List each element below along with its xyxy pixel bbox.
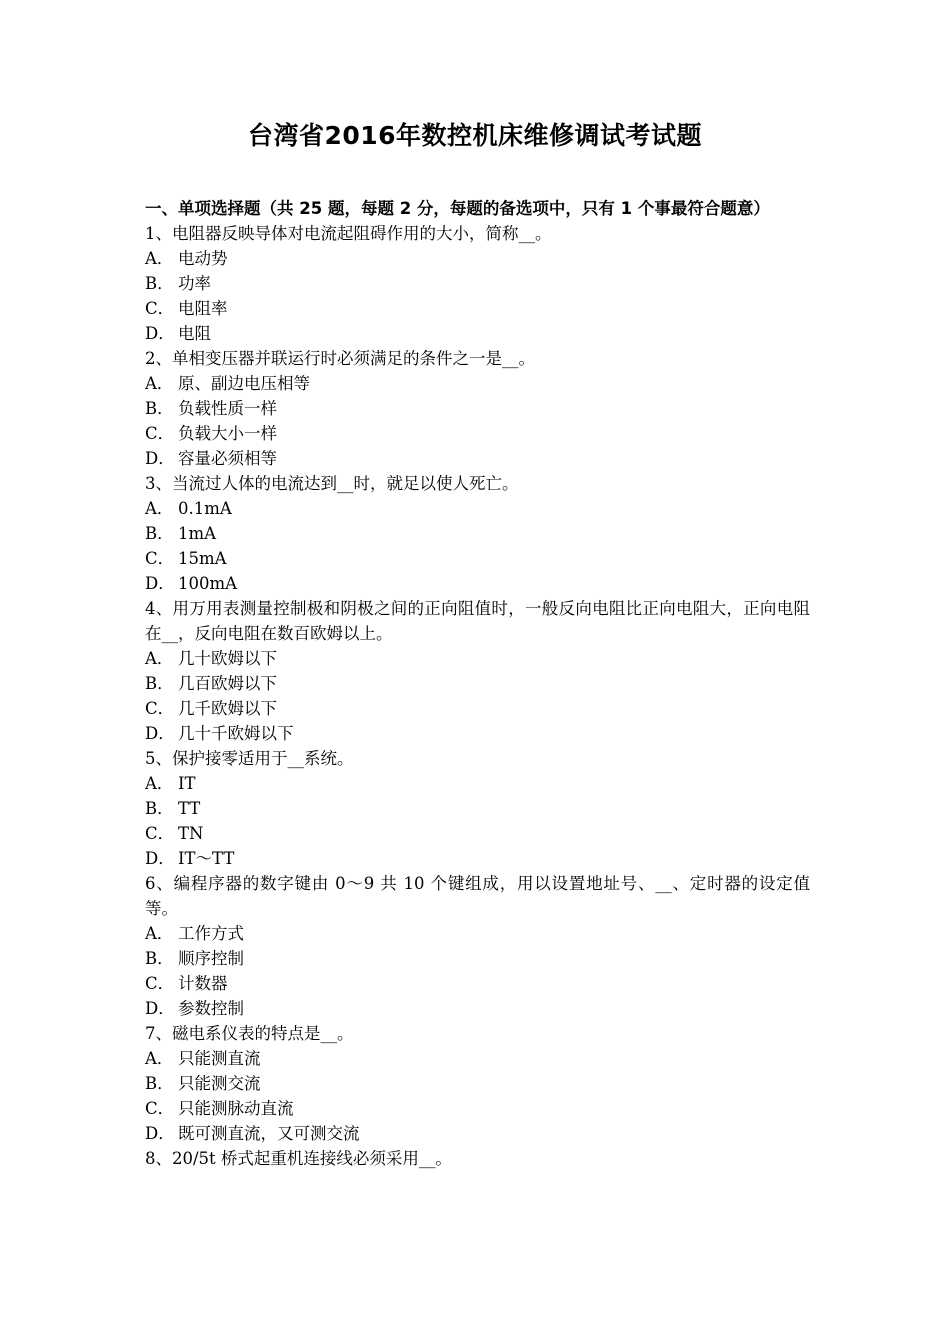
option-text: 电阻率 [178, 299, 228, 318]
option-letter: A． [145, 924, 174, 943]
option-letter: B． [145, 949, 174, 968]
option-text: 工作方式 [178, 924, 244, 943]
option-letter: D． [145, 1124, 175, 1143]
option-b [145, 521, 810, 546]
option-text: 原、副边电压相等 [178, 374, 310, 393]
option-text: 计数器 [178, 974, 228, 993]
option-c [145, 1096, 810, 1121]
option-c [145, 821, 810, 846]
option-c [145, 971, 810, 996]
question-4 [145, 596, 810, 746]
option-d [145, 446, 810, 471]
option-b [145, 946, 810, 971]
option-letter: C． [145, 424, 175, 443]
option-text: TN [178, 824, 204, 843]
option-letter: D． [145, 724, 175, 743]
option-a [145, 646, 810, 671]
option-b [145, 271, 810, 296]
question-text: 2、单相变压器并联运行时必须满足的条件之一是__。 [145, 349, 535, 368]
option-letter: A． [145, 249, 174, 268]
question-text: 7、磁电系仪表的特点是__。 [145, 1024, 354, 1043]
option-text: 负载性质一样 [178, 399, 277, 418]
option-d [145, 996, 810, 1021]
option-a [145, 246, 810, 271]
option-letter: A． [145, 499, 174, 518]
option-text: 负载大小一样 [178, 424, 277, 443]
question-7 [145, 1021, 810, 1146]
option-d [145, 846, 810, 871]
option-a [145, 371, 810, 396]
option-text: IT [178, 774, 196, 793]
option-letter: D． [145, 849, 175, 868]
section-heading: 一、单项选择题（共 25 题，每题 2 分，每题的备选项中，只有 1 个事最符合题意） [145, 199, 770, 218]
option-d [145, 321, 810, 346]
option-d [145, 571, 810, 596]
option-c [145, 296, 810, 321]
option-letter: C． [145, 549, 175, 568]
option-text: IT～TT [178, 849, 235, 868]
option-c [145, 696, 810, 721]
document-body [145, 196, 810, 1171]
option-text: 1mA [178, 524, 217, 543]
option-text: 几十千欧姆以下 [178, 724, 294, 743]
option-b [145, 796, 810, 821]
option-letter: C． [145, 299, 175, 318]
option-letter: A． [145, 774, 174, 793]
option-d [145, 1121, 810, 1146]
option-text: 参数控制 [178, 999, 244, 1018]
question-5 [145, 746, 810, 871]
option-b [145, 396, 810, 421]
option-letter: A． [145, 1049, 174, 1068]
option-text: 只能测交流 [178, 1074, 261, 1093]
option-d [145, 721, 810, 746]
option-a [145, 771, 810, 796]
option-text: 容量必须相等 [178, 449, 277, 468]
question-text: 6、编程序器的数字键由 0～9 共 10 个键组成，用以设置地址号、__、定时器的设定值等。 [145, 874, 810, 918]
option-text: 只能测脉动直流 [178, 1099, 294, 1118]
option-text: 只能测直流 [178, 1049, 261, 1068]
option-text: 几千欧姆以下 [178, 699, 277, 718]
option-letter: D． [145, 449, 175, 468]
option-c [145, 421, 810, 446]
option-a [145, 1046, 810, 1071]
option-letter: A． [145, 649, 174, 668]
option-text: 0.1mA [178, 499, 232, 518]
option-text: 既可测直流，又可测交流 [178, 1124, 360, 1143]
question-text: 5、保护接零适用于__系统。 [145, 749, 354, 768]
option-letter: C． [145, 824, 175, 843]
option-text: 100mA [178, 574, 238, 593]
question-8 [145, 1146, 810, 1171]
question-3 [145, 471, 810, 596]
option-letter: B． [145, 399, 174, 418]
question-6 [145, 871, 810, 1021]
option-text: 15mA [178, 549, 227, 568]
option-b [145, 671, 810, 696]
option-text: 电动势 [178, 249, 228, 268]
question-text: 1、电阻器反映导体对电流起阻碍作用的大小，简称__。 [145, 224, 552, 243]
option-text: 功率 [178, 274, 211, 293]
option-letter: D． [145, 324, 175, 343]
option-text: 顺序控制 [178, 949, 244, 968]
option-letter: C． [145, 974, 175, 993]
question-text: 4、用万用表测量控制极和阴极之间的正向阻值时，一般反向电阻比正向电阻大，正向电阻在__，反向电阻在数百欧姆以上。 [145, 599, 810, 643]
option-text: 电阻 [178, 324, 211, 343]
question-text: 3、当流过人体的电流达到__时，就足以使人死亡。 [145, 474, 519, 493]
question-text: 8、20/5t 桥式起重机连接线必须采用__。 [145, 1149, 452, 1168]
option-letter: B． [145, 1074, 174, 1093]
option-a [145, 921, 810, 946]
document-title: 台湾省2016年数控机床维修调试考试题 [247, 121, 703, 150]
option-text: 几百欧姆以下 [178, 674, 277, 693]
option-letter: C． [145, 1099, 175, 1118]
option-text: 几十欧姆以下 [178, 649, 277, 668]
option-letter: D． [145, 574, 175, 593]
question-2 [145, 346, 810, 471]
option-c [145, 546, 810, 571]
option-letter: A． [145, 374, 174, 393]
option-letter: B． [145, 274, 174, 293]
option-letter: B． [145, 524, 174, 543]
option-letter: C． [145, 699, 175, 718]
option-b [145, 1071, 810, 1096]
option-a [145, 496, 810, 521]
option-letter: B． [145, 799, 174, 818]
option-letter: D． [145, 999, 175, 1018]
option-text: TT [178, 799, 201, 818]
question-1 [145, 221, 810, 346]
option-letter: B． [145, 674, 174, 693]
